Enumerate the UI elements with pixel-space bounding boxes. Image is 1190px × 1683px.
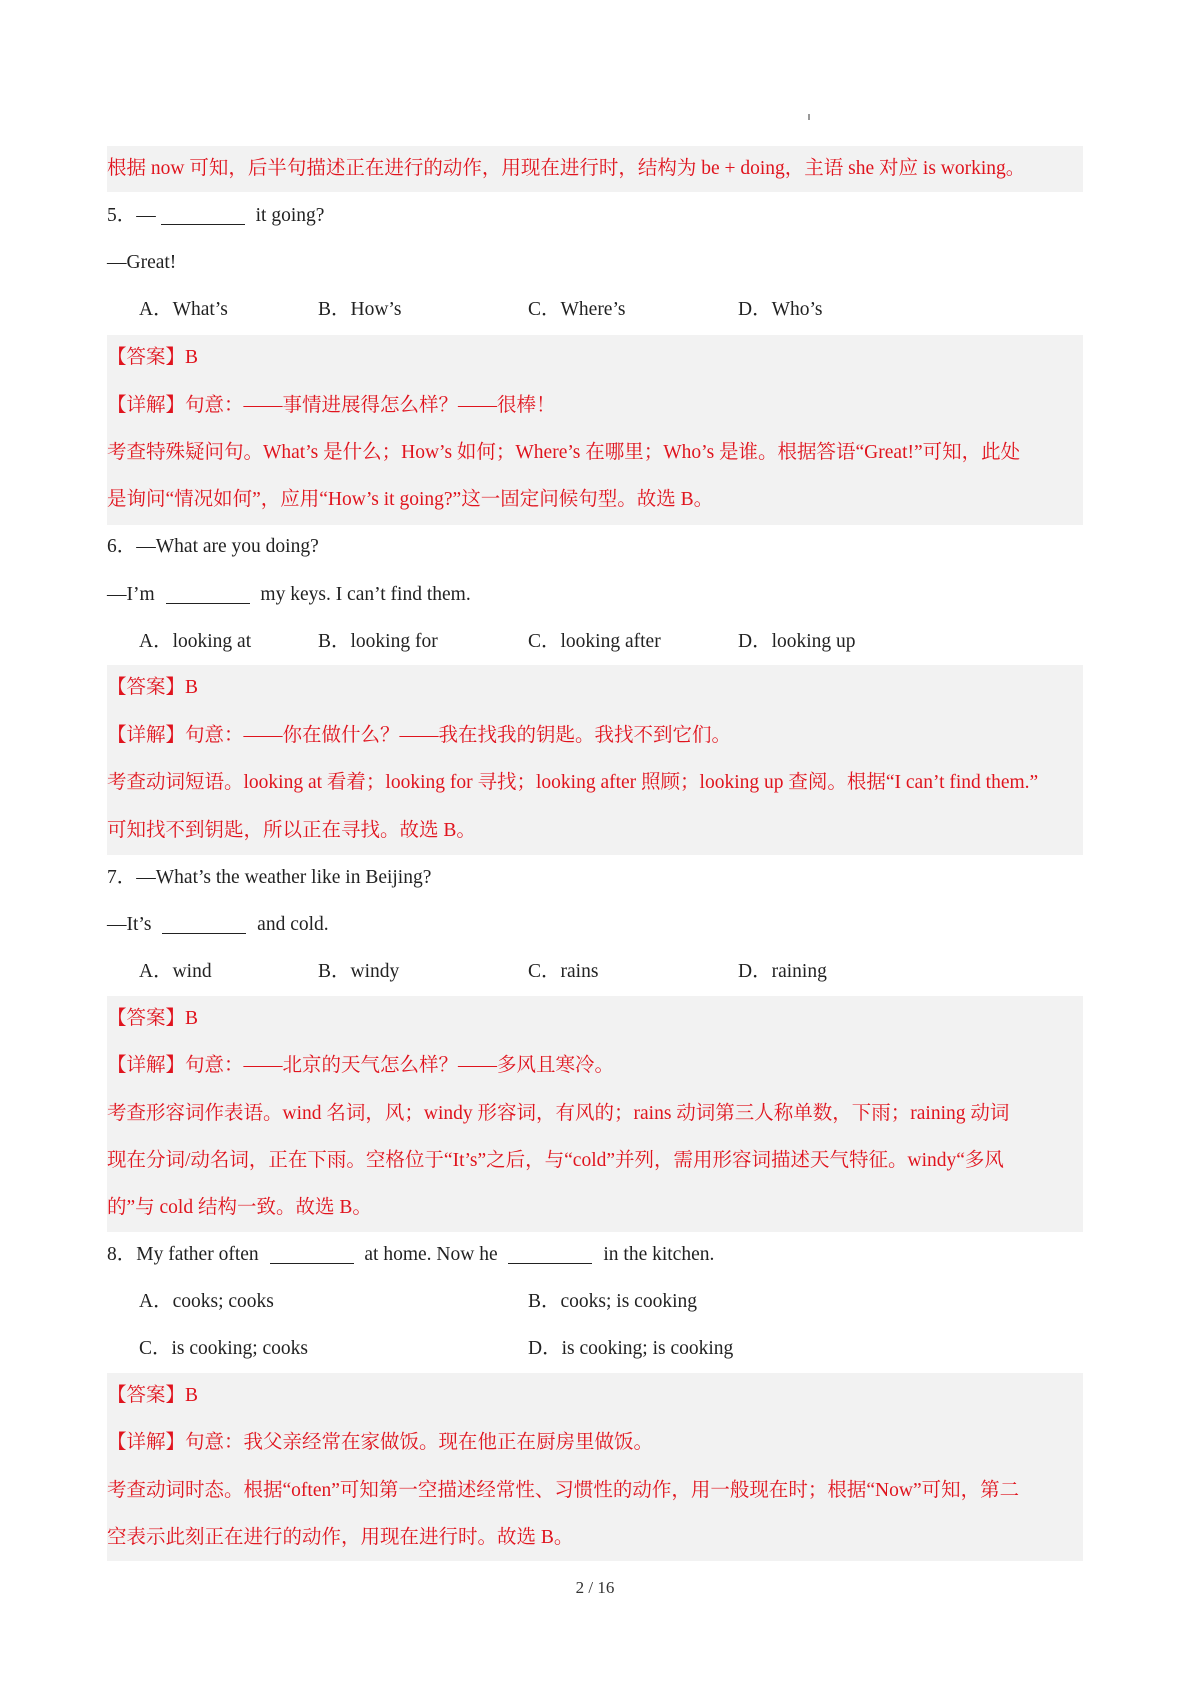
q7-blank: [162, 911, 246, 934]
q7-explanation-3: 的”与 cold 结构一致。故选 B。: [107, 1197, 372, 1218]
q8-text-c: in the kitchen.: [598, 1244, 715, 1265]
lead-explanation: 根据 now 可知，后半句描述正在进行的动作，用现在进行时，结构为 be + doing，主语 she 对应 is working。: [107, 158, 1026, 179]
q6-option-a: A．looking at: [139, 631, 252, 652]
q7-number: 7．: [107, 867, 137, 888]
q5-line2: —Great!: [107, 252, 177, 273]
q5-explanation-1: 考查特殊疑问句。What’s 是什么；How’s 如何；Where’s 在哪里；Who’s 是谁。根据答语“Great!”可知，此处: [107, 442, 1021, 463]
q5-option-c: C．Where’s: [528, 299, 626, 320]
q5-option-d: D．Who’s: [738, 299, 823, 320]
q8-option-b: B．cooks; is cooking: [528, 1291, 697, 1312]
q6-answer: 【答案】B: [107, 677, 199, 698]
q5-dash: —: [136, 205, 155, 226]
page-number: 2 / 16: [575, 1578, 615, 1597]
q7-option-c: C．rains: [528, 961, 599, 982]
page-mark: [808, 114, 810, 120]
q8-explanation-1: 考查动词时态。根据“often”可知第一空描述经常性、习惯性的动作，用一般现在时；根据“Now”可知，第二: [107, 1480, 1020, 1501]
q7-line2: [107, 905, 329, 945]
q6-option-b: B．looking for: [318, 631, 438, 652]
q6-line1: [107, 527, 319, 567]
q7-answer: 【答案】B: [107, 1008, 199, 1029]
q5-answer: 【答案】B: [107, 347, 199, 368]
q8-option-d: D．is cooking; is cooking: [528, 1338, 734, 1359]
q7-option-a: A．wind: [139, 961, 212, 982]
q8-blank-1: [270, 1241, 354, 1264]
q6-explanation-2: 可知找不到钥匙，所以正在寻找。故选 B。: [107, 820, 476, 841]
q6-detail: 【详解】句意：——你在做什么？——我在找我的钥匙。我找不到它们。: [107, 725, 732, 746]
q8-option-c: C．is cooking; cooks: [139, 1338, 308, 1359]
q8-answer: 【答案】B: [107, 1385, 199, 1406]
q7-line1: [107, 858, 431, 898]
q5-option-a: A．What’s: [139, 299, 228, 320]
q6-line2-post: my keys. I can’t find them.: [255, 584, 471, 605]
q7-explanation-1: 考查形容词作表语。wind 名词，风；windy 形容词，有风的；rains 动词第三人称单数，下雨；raining 动词: [107, 1103, 1010, 1124]
q5-line1: [107, 196, 324, 236]
q6-line2-pre: —I’m: [107, 584, 160, 605]
q5-number: 5．: [107, 205, 137, 226]
q6-explanation-1: 考查动词短语。looking at 看着；looking for 寻找；looking after 照顾；looking up 查阅。根据“I can’t find them.”: [107, 772, 1039, 793]
q6-option-c: C．looking after: [528, 631, 661, 652]
q6-blank: [166, 581, 250, 604]
q7-line1-text: —What’s the weather like in Beijing?: [136, 867, 432, 888]
q6-line1-text: —What are you doing?: [136, 536, 319, 557]
q8-number: 8．: [107, 1244, 137, 1265]
q8-detail: 【详解】句意：我父亲经常在家做饭。现在他正在厨房里做饭。: [107, 1432, 654, 1453]
q6-option-d: D．looking up: [738, 631, 856, 652]
q5-line1-text: it going?: [250, 205, 325, 226]
q7-line2-pre: —It’s: [107, 914, 157, 935]
q7-explanation-2: 现在分词/动名词，正在下雨。空格位于“It’s”之后，与“cold”并列，需用形容词描述天气特征。windy“多风: [107, 1150, 1004, 1171]
q6-line2: [107, 575, 471, 615]
q8-text-a: My father often: [136, 1244, 264, 1265]
q8-line1: [107, 1235, 714, 1275]
q5-detail: 【详解】句意：——事情进展得怎么样？——很棒！: [107, 395, 556, 416]
q5-explanation-2: 是询问“情况如何”，应用“How’s it going?”这一固定问候句型。故选 B。: [107, 489, 714, 510]
q8-option-a: A．cooks; cooks: [139, 1291, 274, 1312]
q7-option-d: D．raining: [738, 961, 827, 982]
q7-option-b: B．windy: [318, 961, 400, 982]
q5-option-b: B．How’s: [318, 299, 402, 320]
q8-blank-2: [508, 1241, 592, 1264]
q5-blank: [161, 202, 245, 225]
q6-number: 6．: [107, 536, 137, 557]
q8-text-b: at home. Now he: [359, 1244, 503, 1265]
q8-explanation-2: 空表示此刻正在进行的动作，用现在进行时。故选 B。: [107, 1527, 574, 1548]
q7-detail: 【详解】句意：——北京的天气怎么样？——多风且寒冷。: [107, 1055, 615, 1076]
q7-line2-post: and cold.: [252, 914, 329, 935]
